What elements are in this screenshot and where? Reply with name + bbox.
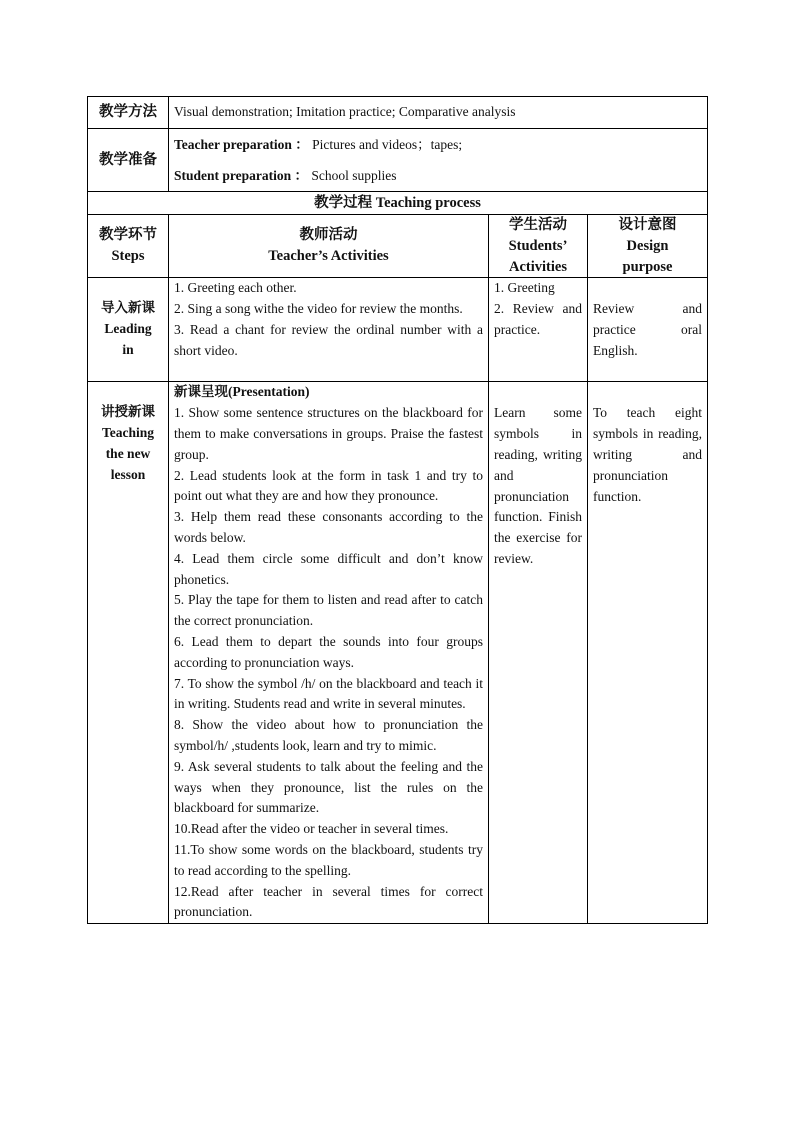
list-item: 2. Review and practice. — [494, 301, 582, 337]
student-preparation-label: Student preparation ： — [174, 168, 309, 183]
process-table — [87, 191, 708, 924]
header-design-en2: purpose — [622, 258, 673, 275]
stage-teaching-cn: 讲授新课 — [101, 404, 155, 420]
leading-student-activities — [489, 278, 588, 382]
stage-leading — [88, 278, 169, 382]
stage-teaching — [88, 382, 169, 924]
header-teacher-cn: 教师活动 — [299, 227, 358, 244]
teacher-preparation-label: Teacher preparation ： — [174, 137, 309, 152]
stage-leading-cn: 导入新课 — [101, 300, 155, 316]
list-item: 4. Lead them circle some difficult and don’t know phonetics. — [174, 550, 483, 587]
list-item: 3. Read a chant for review the ordinal number with a short video. — [174, 321, 483, 358]
list-item: 1. Greeting — [494, 280, 555, 296]
list-item: 8. Show the video about how to pronunciation the symbol/h/ ,students look, learn and try to mimic. — [174, 717, 483, 753]
stage-teaching-en3: lesson — [110, 466, 146, 482]
list-item: 11.To show some words on the blackboard, students try to read according to the spelling. — [174, 841, 483, 878]
header-students-en2: Activities — [509, 258, 567, 275]
preparation-label: 教学准备 — [88, 129, 169, 192]
list-item: 1. Show some sentence structures on the blackboard for them to make conversations in groups. Praise the fastest group. — [174, 405, 483, 462]
leading-design-purpose: Review and practice oral English. — [588, 278, 708, 382]
header-teacher-en: Teacher’s Activities — [268, 248, 389, 265]
info-table — [87, 96, 708, 192]
student-preparation — [174, 160, 702, 191]
teacher-preparation-value: Pictures and videos；tapes; — [312, 137, 463, 152]
teaching-student-activities: Learn some symbols in reading, writing and pronunciation function. Finish the exercise for review. — [489, 382, 588, 924]
presentation-heading: 新课呈现(Presentation) — [174, 384, 310, 400]
stage-leading-en2: in — [122, 341, 134, 357]
teacher-preparation — [174, 129, 702, 160]
list-item: 6. Lead them to depart the sounds into four groups according to pronunciation ways. — [174, 633, 483, 670]
header-steps-en: Steps — [111, 248, 145, 265]
stage-teaching-en2: the new — [105, 445, 151, 461]
stage-teaching-en1: Teaching — [101, 425, 155, 441]
list-item: 2. Sing a song withe the video for review the months. — [174, 301, 463, 317]
stage-leading-en1: Leading — [104, 321, 152, 337]
method-value: Visual demonstration; Imitation practice; Comparative analysis — [169, 97, 708, 129]
list-item: 2. Lead students look at the form in task 1 and try to point out what they are and how they pronounce. — [174, 467, 483, 504]
list-item: 5. Play the tape for them to listen and read after to catch the correct pronunciation. — [174, 592, 483, 629]
preparation-cell — [169, 129, 708, 192]
header-students-en1: Students’ — [508, 237, 568, 254]
list-item: 3. Help them read these consonants according to the words below. — [174, 509, 483, 545]
header-design-cn: 设计意图 — [618, 217, 677, 233]
header-design-en1: Design — [626, 237, 669, 254]
header-design — [588, 215, 708, 278]
list-item: 12.Read after teacher in several times for correct pronunciation. — [174, 883, 483, 920]
leading-teacher-activities — [169, 278, 489, 382]
header-students — [489, 215, 588, 278]
teaching-design-purpose: To teach eight symbols in reading, writing and pronunciation function. — [588, 382, 708, 924]
list-item: 10.Read after the video or teacher in several times. — [174, 821, 449, 837]
header-steps-cn: 教学环节 — [99, 227, 157, 244]
process-title: 教学过程 Teaching process — [88, 192, 708, 215]
student-preparation-value: School supplies — [311, 168, 397, 183]
list-item: 7. To show the symbol /h/ on the blackboard and teach it in writing. Students read and write in several minutes. — [174, 675, 483, 712]
header-students-cn: 学生活动 — [509, 217, 567, 233]
header-teacher — [169, 215, 489, 278]
teaching-teacher-activities — [169, 382, 489, 924]
list-item: 9. Ask several students to talk about the feeling and the ways when they pronounce, list the rules on the blackboard for summarize. — [174, 758, 483, 816]
header-steps — [88, 215, 169, 278]
list-item: 1. Greeting each other. — [174, 280, 297, 296]
method-label: 教学方法 — [88, 97, 169, 129]
